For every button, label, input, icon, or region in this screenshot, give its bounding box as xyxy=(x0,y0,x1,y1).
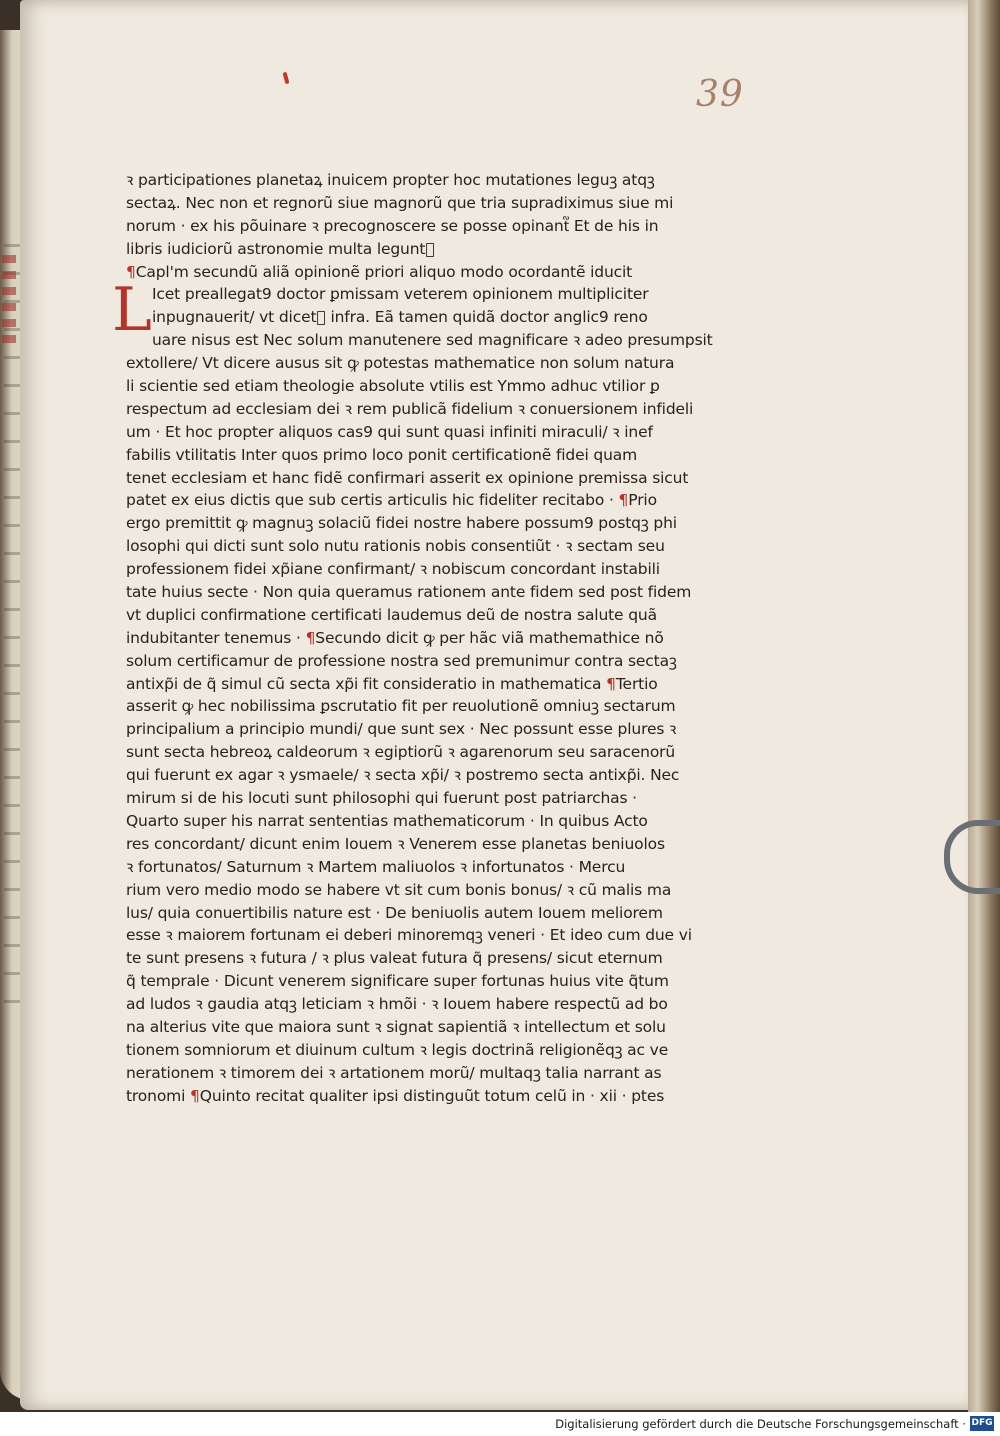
line-text-before-rubric: antixp̃i de q̃ simul cũ secta xp̃i fit consideratio in mathematica xyxy=(126,674,607,693)
text-line xyxy=(126,558,746,581)
line-text: tate huius secte · Non quia queramus rationem ante fidem sed post fidem xyxy=(126,583,692,602)
text-line xyxy=(126,810,746,833)
line-text: libris iudiciorũ astronomie multa legunt᷑ xyxy=(126,239,435,258)
text-line xyxy=(126,238,746,261)
text-line xyxy=(126,902,746,925)
text-line xyxy=(126,1016,746,1039)
text-line xyxy=(126,421,746,444)
rubric-paragraph-mark: ¶ xyxy=(190,1086,200,1105)
text-line xyxy=(126,1085,746,1108)
line-text: res concordant/ dicunt enim Iouem ꝛ Venerem esse planetas beniuolos xyxy=(126,834,665,853)
text-line xyxy=(126,444,746,467)
left-page-rubric-fragments xyxy=(2,255,16,345)
line-text-before-rubric: indubitanter tenemus · xyxy=(126,628,306,647)
line-text: nerationem ꝛ timorem dei ꝛ artationem morũ/ multaqꝫ talia narrant as xyxy=(126,1063,662,1082)
line-text: Secundo dicit ꝙ per hãc viã mathemathice nõ xyxy=(315,628,664,647)
folio-number: 39 xyxy=(696,74,744,115)
text-line xyxy=(126,741,746,764)
line-text: sunt secta hebreoꝝ caldeorum ꝛ egiptiorũ ꝛ agarenorum seu saracenorũ xyxy=(126,743,676,762)
main-text-block xyxy=(112,169,746,1108)
text-line xyxy=(126,489,746,512)
line-text: li scientie sed etiam theologie absolute vtilis est Ymmo adhuc vtilior ꝑ xyxy=(126,377,660,396)
line-text: ꝛ fortunatos/ Saturnum ꝛ Martem maliuolos ꝛ infortunatos · Mercu xyxy=(126,857,626,876)
line-text: esse ꝛ maiorem fortunam ei deberi minoremqꝫ veneri · Et ideo cum due vi xyxy=(126,926,692,945)
funding-credit: Digitalisierung gefördert durch die Deutsche Forschungsgemeinschaft · xyxy=(555,1417,966,1431)
line-text: principalium a principio mundi/ que sunt sex · Nec possunt esse plures ꝛ xyxy=(126,720,677,739)
text-line xyxy=(126,352,746,375)
line-text: tionem somniorum et diuinum cultum ꝛ legis doctrinã religionẽqꝫ ac ve xyxy=(126,1040,669,1059)
line-text: lus/ quia conuertibilis nature est · De beniuolis autem Iouem meliorem xyxy=(126,903,663,922)
line-text: extollere/ Vt dicere ausus sit ꝙ potestas mathematice non solum natura xyxy=(126,354,675,373)
text-line xyxy=(126,375,746,398)
footer-banner xyxy=(0,1412,1000,1436)
text-line xyxy=(126,329,746,352)
line-text: q̃ temprale · Dicunt venerem significare super fortunas huius vite q̃tum xyxy=(126,972,669,991)
text-line xyxy=(126,627,746,650)
line-text: rium vero medio modo se habere vt sit cum bonis bonus/ ꝛ cũ malis ma xyxy=(126,880,672,899)
text-line xyxy=(126,947,746,970)
text-line xyxy=(126,283,746,306)
line-text: mirum si de his locuti sunt philosophi qui fuerunt post patriarchas · xyxy=(126,789,637,808)
text-line xyxy=(126,512,746,535)
text-line xyxy=(126,467,746,490)
text-line xyxy=(126,398,746,421)
line-text: uare nisus est Nec solum manutenere sed magnificare ꝛ adeo presumpsit xyxy=(152,331,713,350)
line-text: professionem fidei xp̃iane confirmant/ ꝛ nobiscum concordant instabili xyxy=(126,560,660,579)
line-text: sectaꝝ. Nec non et regnorũ siue magnorũ que tria supradiximus siue mi xyxy=(126,193,674,212)
text-line xyxy=(126,535,746,558)
text-line xyxy=(126,787,746,810)
rubric-paragraph-mark: ¶ xyxy=(606,674,616,693)
line-text: Capl'm secundũ aliã opinionẽ priori aliquo modo ocordantẽ iducit xyxy=(135,262,633,281)
text-line xyxy=(126,695,746,718)
text-line xyxy=(126,650,746,673)
fore-edge xyxy=(968,0,1000,1412)
line-text: ꝛ participationes planetaꝝ inuicem propter hoc mutationes leguꝫ atqꝫ xyxy=(126,171,655,189)
line-text: ergo premittit ꝙ magnuꝫ solaciũ fidei nostre habere possum9 postqꝫ phi xyxy=(126,514,677,533)
line-text: losophi qui dicti sunt solo nutu rationis nobis consentiũt · ꝛ sectam seu xyxy=(126,537,665,556)
line-text-before-rubric: tronomi xyxy=(126,1086,191,1105)
line-text: Quinto recitat qualiter ipsi distinguũt totum celũ in · xii · ptes xyxy=(199,1086,665,1105)
page-clip xyxy=(944,820,1000,894)
line-text: Quarto super his narrat sententias mathematicorum · In quibus Acto xyxy=(126,811,648,830)
text-line xyxy=(126,970,746,993)
line-text: na alterius vite que maiora sunt ꝛ signat sapientiã ꝛ intellectum et solu xyxy=(126,1017,666,1036)
text-line xyxy=(126,1039,746,1062)
line-text: inpugnauerit/ vt dicet᷑ infra. Eã tamen quidã doctor anglic9 reno xyxy=(152,308,648,327)
line-text: vt duplici confirmatione certificati laudemus deũ de nostra salute quã xyxy=(126,605,657,624)
line-text: solum certificamur de professione nostra sed premunimur contra sectaꝫ xyxy=(126,651,677,670)
rubric-paragraph-mark: ¶ xyxy=(126,262,136,281)
line-text: asserit ꝙ hec nobilissima ꝑscrutatio fit per reuolutionẽ omniuꝫ sectarum xyxy=(126,697,676,716)
text-line xyxy=(126,261,746,284)
text-line xyxy=(126,192,746,215)
text-line xyxy=(126,924,746,947)
line-text: ad ludos ꝛ gaudia atqꝫ leticiam ꝛ hmõi · ꝛ Iouem habere respectũ ad bo xyxy=(126,995,668,1014)
line-text: norum · ex his põuinare ꝛ precognoscere se posse opinant᷑ Et de his in xyxy=(126,216,659,235)
text-line xyxy=(126,856,746,879)
line-text: fabilis vtilitatis Inter quos primo loco ponit certificationẽ fidei quam xyxy=(126,445,638,464)
text-line xyxy=(126,1062,746,1085)
decorated-initial: L xyxy=(112,275,152,346)
rubric-paragraph-mark: ¶ xyxy=(618,491,629,510)
line-text: Tertio xyxy=(615,674,658,693)
text-line xyxy=(126,993,746,1016)
rubric-paragraph-mark: ¶ xyxy=(305,628,316,647)
line-text-before-rubric: patet ex eius dictis que sub certis articulis hic fideliter recitabo · xyxy=(126,491,619,510)
text-line xyxy=(126,169,746,192)
line-text: te sunt presens ꝛ futura / ꝛ plus valeat futura q̃ presens/ sicut eternum xyxy=(126,949,663,968)
line-text: respectum ad ecclesiam dei ꝛ rem publicã fidelium ꝛ conuersionem infideli xyxy=(126,399,694,418)
text-line xyxy=(126,604,746,627)
line-text: qui fuerunt ex agar ꝛ ysmaele/ ꝛ secta xp̃i/ ꝛ postremo secta antixp̃i. Nec xyxy=(126,766,680,785)
line-text: Prio xyxy=(628,491,657,510)
text-line xyxy=(126,215,746,238)
text-line xyxy=(126,718,746,741)
line-text: Icet preallegat9 doctor ꝑmissam veterem opinionem multipliciter xyxy=(152,285,649,304)
dfg-logo: DFG xyxy=(970,1416,994,1431)
text-line xyxy=(126,764,746,787)
text-line xyxy=(126,306,746,329)
line-text: tenet ecclesiam et hanc fidẽ confirmari asserit ex opinione premissa sicut xyxy=(126,468,689,487)
line-text: um · Et hoc propter aliquos cas9 qui sunt quasi infiniti miraculi/ ꝛ inef xyxy=(126,422,653,441)
text-line xyxy=(126,833,746,856)
text-line xyxy=(126,673,746,696)
text-line xyxy=(126,879,746,902)
text-line xyxy=(126,581,746,604)
